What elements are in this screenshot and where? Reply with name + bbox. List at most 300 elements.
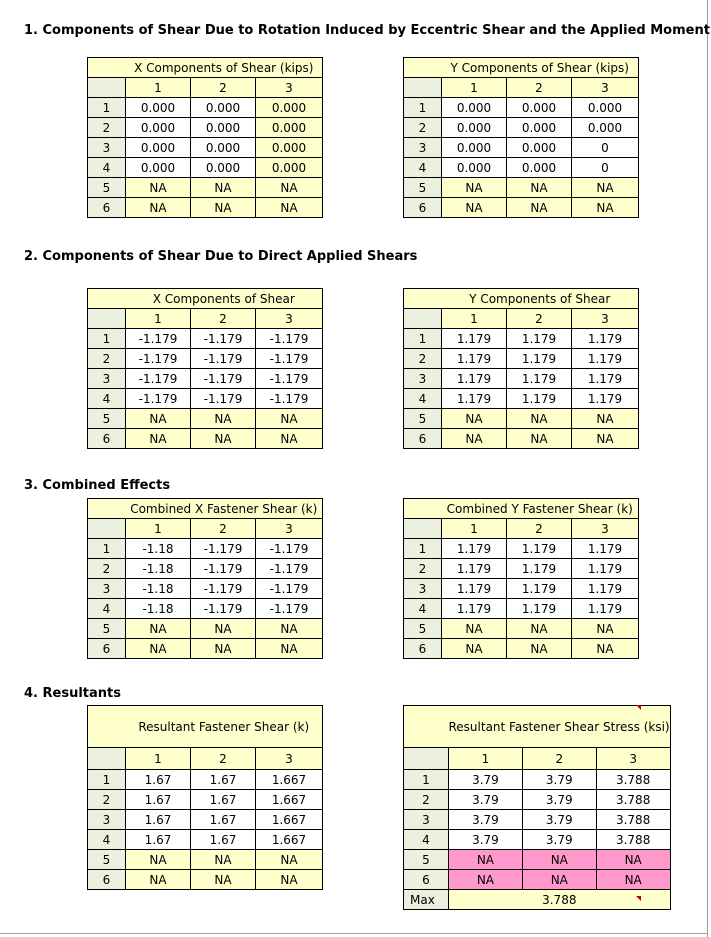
corner-cell (404, 289, 442, 309)
row-label[interactable]: 2 (404, 118, 442, 138)
row-label[interactable]: 5 (88, 850, 126, 870)
value-cell[interactable]: 0.000 (507, 158, 572, 178)
table-row (404, 579, 639, 599)
row-label[interactable]: 2 (88, 118, 126, 138)
comment-indicator-icon[interactable] (636, 896, 641, 901)
row-label[interactable]: 1 (404, 770, 449, 790)
corner-cell (88, 289, 126, 309)
column-header[interactable]: 3 (256, 309, 323, 329)
row-label[interactable]: 4 (88, 830, 126, 850)
value-cell[interactable]: 1.179 (572, 369, 639, 389)
table-row (404, 138, 639, 158)
value-cell[interactable]: 1.179 (507, 539, 572, 559)
table-x-direct-shear (87, 288, 323, 449)
row-label[interactable]: 3 (88, 369, 126, 389)
table-row (88, 870, 323, 890)
value-cell[interactable]: 1.179 (507, 349, 572, 369)
table-row (88, 158, 323, 178)
value-cell[interactable]: 3.79 (449, 830, 523, 850)
value-cell[interactable]: -1.179 (256, 579, 323, 599)
header-corner-cell (88, 78, 126, 98)
value-cell[interactable]: 0.000 (507, 138, 572, 158)
value-cell[interactable]: 0.000 (572, 118, 639, 138)
table-combined-x-shear (87, 498, 323, 659)
corner-cell (88, 58, 126, 78)
row-label[interactable]: 6 (88, 198, 126, 218)
table-row (88, 118, 323, 138)
value-cell[interactable]: NA (522, 870, 596, 890)
table-x-rotation-shear (87, 57, 323, 218)
value-cell[interactable]: NA (507, 429, 572, 449)
table-title[interactable]: Y Components of Shear (442, 289, 639, 309)
value-cell[interactable]: NA (522, 850, 596, 870)
value-cell[interactable]: NA (572, 409, 639, 429)
max-value-cell[interactable]: 3.788 (449, 890, 671, 910)
column-header[interactable]: 2 (191, 309, 256, 329)
table-row (404, 830, 671, 850)
value-cell[interactable]: NA (572, 198, 639, 218)
value-cell[interactable]: NA (449, 870, 523, 890)
column-header[interactable]: 3 (572, 519, 639, 539)
value-cell[interactable]: 1.179 (507, 329, 572, 349)
value-cell[interactable]: NA (126, 409, 191, 429)
value-cell[interactable]: 1.179 (442, 349, 507, 369)
value-cell[interactable]: NA (572, 619, 639, 639)
value-cell[interactable]: NA (507, 198, 572, 218)
column-header[interactable]: 2 (507, 309, 572, 329)
value-cell[interactable]: 0.000 (126, 138, 191, 158)
value-cell[interactable]: -1.179 (191, 349, 256, 369)
value-cell[interactable]: NA (442, 198, 507, 218)
value-cell[interactable]: 3.79 (522, 810, 596, 830)
section-4-heading: 4. Resultants (24, 686, 121, 701)
value-cell[interactable]: -1.179 (126, 369, 191, 389)
value-cell[interactable]: -1.179 (126, 389, 191, 409)
table-row (404, 770, 671, 790)
row-label[interactable]: 2 (88, 790, 126, 810)
table-title[interactable]: X Components of Shear (kips) (126, 58, 323, 78)
value-cell[interactable]: -1.179 (191, 329, 256, 349)
value-cell[interactable]: 1.67 (126, 830, 191, 850)
header-corner-cell (404, 309, 442, 329)
row-label[interactable]: 3 (88, 579, 126, 599)
value-cell[interactable]: 1.67 (191, 790, 256, 810)
value-cell[interactable]: 0 (572, 138, 639, 158)
table-row (404, 870, 671, 890)
column-header[interactable]: 1 (442, 519, 507, 539)
value-cell[interactable]: 1.179 (442, 369, 507, 389)
table-row (88, 599, 323, 619)
row-label[interactable]: 6 (404, 198, 442, 218)
value-cell[interactable]: 0.000 (256, 118, 323, 138)
value-cell[interactable]: NA (126, 429, 191, 449)
value-cell[interactable]: 1.179 (442, 329, 507, 349)
row-label[interactable]: 2 (404, 349, 442, 369)
table-resultant-shear-stress (403, 705, 671, 910)
table-title[interactable]: Combined X Fastener Shear (k) (126, 499, 323, 519)
value-cell[interactable]: 1.179 (507, 559, 572, 579)
value-cell[interactable]: NA (191, 429, 256, 449)
value-cell[interactable]: -1.179 (256, 369, 323, 389)
row-label[interactable]: 5 (88, 409, 126, 429)
value-cell[interactable]: NA (191, 870, 256, 890)
row-label[interactable]: 1 (88, 770, 126, 790)
value-cell[interactable]: 0.000 (191, 98, 256, 118)
value-cell[interactable]: NA (449, 850, 523, 870)
row-label[interactable]: 5 (404, 850, 449, 870)
value-cell[interactable]: NA (442, 409, 507, 429)
value-cell[interactable]: 0.000 (256, 158, 323, 178)
value-cell[interactable]: -1.179 (191, 599, 256, 619)
header-corner-cell (404, 748, 449, 770)
row-label[interactable]: 5 (404, 409, 442, 429)
value-cell[interactable]: 1.667 (256, 830, 323, 850)
value-cell[interactable]: 0.000 (572, 98, 639, 118)
table-row (404, 790, 671, 810)
value-cell[interactable]: 0.000 (126, 158, 191, 178)
value-cell[interactable]: -1.179 (191, 389, 256, 409)
row-label[interactable]: 5 (88, 178, 126, 198)
row-label[interactable]: 3 (404, 579, 442, 599)
column-header[interactable]: 1 (442, 78, 507, 98)
value-cell[interactable]: 1.179 (572, 389, 639, 409)
value-cell[interactable]: NA (442, 639, 507, 659)
value-cell[interactable]: NA (572, 429, 639, 449)
value-cell[interactable]: 0.000 (126, 118, 191, 138)
value-cell[interactable]: NA (507, 639, 572, 659)
header-corner-cell (88, 748, 126, 770)
table-row (404, 198, 639, 218)
table-resultant-shear (87, 705, 323, 890)
column-header[interactable]: 2 (522, 748, 596, 770)
value-cell[interactable]: NA (191, 850, 256, 870)
value-cell[interactable]: 1.667 (256, 770, 323, 790)
row-label[interactable]: 5 (88, 619, 126, 639)
column-header[interactable]: 1 (126, 78, 191, 98)
value-cell[interactable]: NA (191, 409, 256, 429)
row-label[interactable]: 1 (88, 539, 126, 559)
row-label[interactable]: 1 (88, 329, 126, 349)
value-cell[interactable]: NA (572, 639, 639, 659)
value-cell[interactable]: NA (596, 850, 670, 870)
value-cell[interactable]: NA (256, 619, 323, 639)
section-1-heading: 1. Components of Shear Due to Rotation Induced by Eccentric Shear and the Applied Moment (24, 23, 710, 38)
value-cell[interactable]: -1.18 (126, 539, 191, 559)
value-cell[interactable]: -1.179 (256, 389, 323, 409)
column-header[interactable]: 3 (572, 78, 639, 98)
table-row (88, 329, 323, 349)
table-y-rotation-shear (403, 57, 639, 218)
value-cell[interactable]: NA (572, 178, 639, 198)
value-cell[interactable]: NA (191, 178, 256, 198)
value-cell[interactable]: 0.000 (256, 138, 323, 158)
value-cell[interactable]: -1.179 (126, 349, 191, 369)
value-cell[interactable]: 1.179 (572, 599, 639, 619)
row-label[interactable]: 1 (88, 98, 126, 118)
table-row (404, 409, 639, 429)
value-cell[interactable]: NA (442, 178, 507, 198)
value-cell[interactable]: NA (596, 870, 670, 890)
value-cell[interactable]: -1.179 (191, 579, 256, 599)
row-label[interactable]: 2 (88, 349, 126, 369)
row-label[interactable]: 3 (404, 810, 449, 830)
value-cell[interactable]: 3.788 (596, 810, 670, 830)
row-label[interactable]: 4 (88, 158, 126, 178)
table-row (404, 178, 639, 198)
column-header[interactable]: 3 (596, 748, 670, 770)
value-cell[interactable]: 0.000 (507, 118, 572, 138)
value-cell[interactable]: 1.179 (572, 579, 639, 599)
table-title[interactable]: Resultant Fastener Shear Stress (ksi) (449, 706, 671, 748)
value-cell[interactable]: 1.67 (126, 770, 191, 790)
row-label[interactable]: 3 (88, 138, 126, 158)
value-cell[interactable]: NA (256, 639, 323, 659)
value-cell[interactable]: 1.67 (191, 830, 256, 850)
table-row (404, 158, 639, 178)
value-cell[interactable]: -1.18 (126, 599, 191, 619)
value-cell[interactable]: 0.000 (442, 138, 507, 158)
table-row (88, 409, 323, 429)
value-cell[interactable]: 0.000 (191, 118, 256, 138)
value-cell[interactable]: NA (256, 198, 323, 218)
value-cell[interactable]: NA (507, 178, 572, 198)
table-row (404, 429, 639, 449)
row-label[interactable]: 1 (404, 329, 442, 349)
table-row (88, 138, 323, 158)
table-row (88, 850, 323, 870)
value-cell[interactable]: NA (442, 429, 507, 449)
value-cell[interactable]: NA (256, 850, 323, 870)
value-cell[interactable]: NA (191, 639, 256, 659)
header-corner-cell (88, 309, 126, 329)
table-row (88, 559, 323, 579)
table-title[interactable]: X Components of Shear (126, 289, 323, 309)
value-cell[interactable]: NA (126, 639, 191, 659)
value-cell[interactable]: NA (256, 178, 323, 198)
value-cell[interactable]: NA (191, 619, 256, 639)
row-label[interactable]: 6 (404, 639, 442, 659)
value-cell[interactable]: 0 (572, 158, 639, 178)
column-header[interactable]: 1 (126, 748, 191, 770)
row-label[interactable]: 4 (404, 158, 442, 178)
table-row (404, 118, 639, 138)
value-cell[interactable]: 3.79 (522, 830, 596, 850)
table-title[interactable]: Y Components of Shear (kips) (442, 58, 639, 78)
value-cell[interactable]: NA (442, 619, 507, 639)
row-label[interactable]: 6 (88, 429, 126, 449)
row-label[interactable]: 3 (88, 810, 126, 830)
value-cell[interactable]: NA (507, 619, 572, 639)
value-cell[interactable]: 1.179 (507, 389, 572, 409)
table-row (88, 349, 323, 369)
table-row (404, 559, 639, 579)
value-cell[interactable]: NA (191, 198, 256, 218)
value-cell[interactable]: 1.179 (507, 579, 572, 599)
value-cell[interactable]: 1.179 (442, 389, 507, 409)
table-row (88, 830, 323, 850)
row-label[interactable]: 5 (404, 178, 442, 198)
value-cell[interactable]: NA (507, 409, 572, 429)
value-cell[interactable]: 0.000 (256, 98, 323, 118)
value-cell[interactable]: 0.000 (442, 118, 507, 138)
header-corner-cell (404, 78, 442, 98)
value-cell[interactable]: NA (126, 178, 191, 198)
max-label: Max (404, 890, 449, 910)
table-row (88, 389, 323, 409)
value-cell[interactable]: 1.179 (572, 539, 639, 559)
table-row (404, 850, 671, 870)
value-cell[interactable]: -1.179 (191, 369, 256, 389)
value-cell[interactable]: 1.67 (191, 770, 256, 790)
value-cell[interactable]: 1.179 (572, 329, 639, 349)
column-header[interactable]: 1 (449, 748, 523, 770)
column-header[interactable]: 2 (191, 78, 256, 98)
value-cell[interactable]: 3.788 (596, 830, 670, 850)
table-row (88, 639, 323, 659)
row-label[interactable]: 3 (404, 138, 442, 158)
sheet-right-border (707, 0, 708, 937)
value-cell[interactable]: 1.667 (256, 810, 323, 830)
value-cell[interactable]: 3.788 (596, 790, 670, 810)
corner-cell (88, 706, 126, 748)
table-row (404, 619, 639, 639)
column-header[interactable]: 1 (442, 309, 507, 329)
row-label[interactable]: 2 (88, 559, 126, 579)
column-header[interactable]: 1 (126, 309, 191, 329)
value-cell[interactable]: -1.179 (256, 539, 323, 559)
row-label[interactable]: 1 (404, 539, 442, 559)
table-row (88, 198, 323, 218)
value-cell[interactable]: 1.179 (442, 539, 507, 559)
value-cell[interactable]: NA (126, 198, 191, 218)
value-cell[interactable]: -1.179 (191, 539, 256, 559)
value-cell[interactable]: -1.179 (191, 559, 256, 579)
row-label[interactable]: 3 (404, 369, 442, 389)
value-cell[interactable]: NA (126, 619, 191, 639)
table-row (404, 369, 639, 389)
value-cell[interactable]: 1.67 (191, 810, 256, 830)
value-cell[interactable]: -1.18 (126, 579, 191, 599)
value-cell[interactable]: 3.79 (522, 770, 596, 790)
value-cell[interactable]: 1.179 (572, 349, 639, 369)
table-row (88, 619, 323, 639)
corner-cell (404, 499, 442, 519)
value-cell[interactable]: 0.000 (191, 158, 256, 178)
row-label[interactable]: 4 (404, 389, 442, 409)
table-row (404, 639, 639, 659)
table-y-direct-shear (403, 288, 639, 449)
value-cell[interactable]: NA (256, 409, 323, 429)
header-corner-cell (404, 519, 442, 539)
value-cell[interactable]: NA (256, 429, 323, 449)
column-header[interactable]: 2 (191, 519, 256, 539)
value-cell[interactable]: NA (256, 870, 323, 890)
table-row (404, 329, 639, 349)
value-cell[interactable]: 1.179 (507, 599, 572, 619)
table-row (404, 98, 639, 118)
value-cell[interactable]: 3.79 (449, 790, 523, 810)
value-cell[interactable]: 3.788 (596, 770, 670, 790)
value-cell[interactable]: 1.179 (507, 369, 572, 389)
table-row (88, 810, 323, 830)
value-cell[interactable]: 1.667 (256, 790, 323, 810)
row-label[interactable]: 6 (88, 870, 126, 890)
column-header[interactable]: 2 (507, 78, 572, 98)
table-row (88, 539, 323, 559)
row-label[interactable]: 2 (404, 559, 442, 579)
corner-cell (404, 58, 442, 78)
corner-cell (404, 706, 449, 748)
table-row (88, 770, 323, 790)
table-row (88, 790, 323, 810)
column-header[interactable]: 2 (507, 519, 572, 539)
value-cell[interactable]: NA (126, 870, 191, 890)
row-label[interactable]: 5 (404, 619, 442, 639)
row-label[interactable]: 6 (404, 870, 449, 890)
table-title[interactable]: Resultant Fastener Shear (k) (126, 706, 323, 748)
value-cell[interactable]: 3.79 (522, 790, 596, 810)
row-label[interactable]: 2 (404, 790, 449, 810)
value-cell[interactable]: 3.79 (449, 810, 523, 830)
table-row (88, 579, 323, 599)
row-label[interactable]: 1 (404, 98, 442, 118)
value-cell[interactable]: -1.18 (126, 559, 191, 579)
table-title[interactable]: Combined Y Fastener Shear (k) (442, 499, 639, 519)
table-row (88, 429, 323, 449)
row-label[interactable]: 4 (88, 599, 126, 619)
value-cell[interactable]: 1.179 (442, 599, 507, 619)
column-header[interactable]: 2 (191, 748, 256, 770)
table-row (88, 178, 323, 198)
section-3-heading: 3. Combined Effects (24, 478, 171, 493)
value-cell[interactable]: 1.67 (126, 790, 191, 810)
comment-indicator-icon[interactable] (636, 705, 641, 710)
value-cell[interactable]: 0.000 (442, 98, 507, 118)
row-label[interactable]: 6 (88, 639, 126, 659)
value-cell[interactable]: -1.179 (126, 329, 191, 349)
value-cell[interactable]: 0.000 (126, 98, 191, 118)
row-label[interactable]: 4 (404, 830, 449, 850)
value-cell[interactable]: 1.179 (442, 559, 507, 579)
table-row (404, 810, 671, 830)
table-row (88, 369, 323, 389)
row-label[interactable]: 4 (404, 599, 442, 619)
value-cell[interactable]: -1.179 (256, 349, 323, 369)
value-cell[interactable]: -1.179 (256, 599, 323, 619)
table-row (404, 389, 639, 409)
column-header[interactable]: 3 (256, 78, 323, 98)
column-header[interactable]: 3 (256, 519, 323, 539)
table-row (404, 539, 639, 559)
row-label[interactable]: 6 (404, 429, 442, 449)
value-cell[interactable]: 1.179 (572, 559, 639, 579)
value-cell[interactable]: NA (126, 850, 191, 870)
value-cell[interactable]: 0.000 (507, 98, 572, 118)
sheet-bottom-border (0, 933, 708, 934)
value-cell[interactable]: -1.179 (256, 329, 323, 349)
column-header[interactable]: 1 (126, 519, 191, 539)
column-header[interactable]: 3 (256, 748, 323, 770)
value-cell[interactable]: 3.79 (449, 770, 523, 790)
value-cell[interactable]: 1.179 (442, 579, 507, 599)
table-row (88, 98, 323, 118)
row-label[interactable]: 4 (88, 389, 126, 409)
value-cell[interactable]: 0.000 (442, 158, 507, 178)
column-header[interactable]: 3 (572, 309, 639, 329)
value-cell[interactable]: 0.000 (191, 138, 256, 158)
value-cell[interactable]: 1.67 (126, 810, 191, 830)
value-cell[interactable]: -1.179 (256, 559, 323, 579)
